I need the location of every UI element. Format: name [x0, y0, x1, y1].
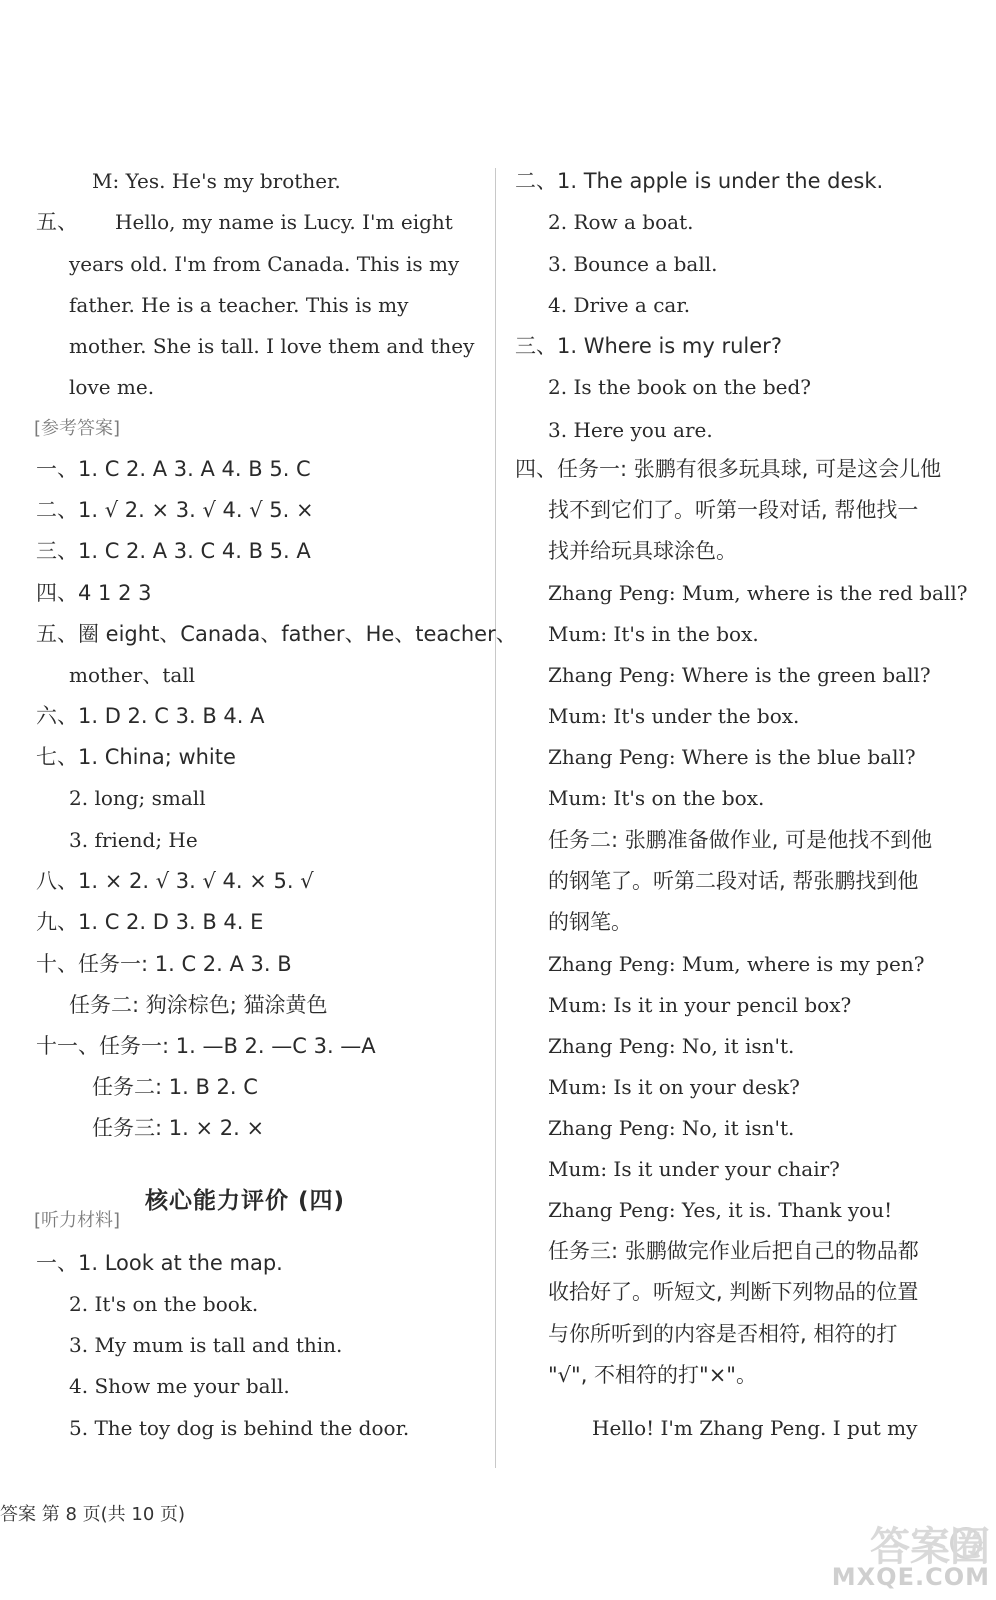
answer-line: 八、1. × 2. √ 3. √ 4. × 5. √: [36, 869, 314, 893]
dialogue-line: Zhang Peng: No, it isn't.: [548, 1034, 795, 1058]
passage-line: years old. I'm from Canada. This is my: [69, 252, 460, 276]
task-instruction: 找并给玩具球涂色。: [548, 539, 737, 563]
listening-line: 三、1. Where is my ruler?: [515, 334, 782, 358]
dialogue-line: Mum: Is it on your desk?: [548, 1075, 800, 1099]
dialogue-line: Zhang Peng: Where is the green ball?: [548, 663, 931, 687]
task-instruction: 任务二: 张鹏准备做作业, 可是他找不到他: [548, 828, 933, 852]
column-divider: [495, 168, 496, 1468]
listening-line: 3. Bounce a ball.: [548, 252, 718, 276]
listening-line: 2. Is the book on the bed?: [548, 375, 811, 399]
task-instruction: 四、任务一: 张鹏有很多玩具球, 可是这会儿他: [515, 457, 942, 481]
dialogue-line: Mum: Is it under your chair?: [548, 1157, 840, 1181]
passage-label: 五、: [36, 210, 78, 234]
task-instruction: "√", 不相符的打"×"。: [548, 1363, 757, 1387]
listening-line: 2. It's on the book.: [69, 1292, 259, 1316]
answer-line: 任务三: 1. × 2. ×: [92, 1116, 265, 1140]
dialogue-line: Zhang Peng: No, it isn't.: [548, 1116, 795, 1140]
answer-line: 七、1. China; white: [36, 745, 236, 769]
listening-line: 一、1. Look at the map.: [36, 1251, 283, 1275]
listening-line: 5. The toy dog is behind the door.: [69, 1416, 410, 1440]
answer-key-label: [参考答案]: [34, 418, 121, 439]
answer-line: 2. long; small: [69, 786, 206, 810]
dialogue-line: Mum: It's under the box.: [548, 704, 800, 728]
watermark-text: 答案圈: [870, 1524, 990, 1570]
answer-line: 十一、任务一: 1. —B 2. —C 3. —A: [36, 1034, 376, 1058]
watermark-logo: [805, 1515, 990, 1595]
answer-line: 四、4 1 2 3: [36, 581, 152, 605]
answer-line: 九、1. C 2. D 3. B 4. E: [36, 910, 264, 934]
answer-line: 三、1. C 2. A 3. C 4. B 5. A: [36, 539, 311, 563]
listening-line: 3. Here you are.: [548, 418, 713, 442]
section-heading: 核心能力评价 (四): [145, 1188, 346, 1214]
listening-line: 4. Drive a car.: [548, 293, 691, 317]
passage-line: love me.: [69, 375, 155, 399]
answer-line: mother、tall: [69, 663, 196, 687]
dialogue-line: Mum: It's on the box.: [548, 786, 765, 810]
task-instruction: 的钢笔。: [548, 910, 632, 934]
dialogue-line: Zhang Peng: Yes, it is. Thank you!: [548, 1198, 893, 1222]
listening-line: 二、1. The apple is under the desk.: [515, 169, 884, 193]
dialogue-line: Zhang Peng: Mum, where is my pen?: [548, 952, 925, 976]
passage-line: mother. She is tall. I love them and they: [69, 334, 475, 358]
task-instruction: 找不到它们了。听第一段对话, 帮他找一: [548, 498, 919, 522]
passage-line: Hello! I'm Zhang Peng. I put my: [592, 1416, 918, 1440]
answer-line: 任务二: 1. B 2. C: [92, 1075, 258, 1099]
task-instruction: 收拾好了。听短文, 判断下列物品的位置: [548, 1280, 919, 1304]
dialogue-line: Zhang Peng: Where is the blue ball?: [548, 745, 916, 769]
listening-line: 2. Row a boat.: [548, 210, 694, 234]
answer-line: 任务二: 狗涂棕色; 猫涂黄色: [69, 993, 328, 1017]
dialogue-line: Zhang Peng: Mum, where is the red ball?: [548, 581, 968, 605]
listening-line: 4. Show me your ball.: [69, 1374, 290, 1398]
answer-line: 五、圈 eight、Canada、father、He、teacher、: [36, 622, 517, 646]
answer-line: 3. friend; He: [69, 828, 198, 852]
dialogue-line: Mum: Is it in your pencil box?: [548, 993, 852, 1017]
task-instruction: 任务三: 张鹏做完作业后把自己的物品都: [548, 1239, 919, 1263]
task-instruction: 与你所听到的内容是否相符, 相符的打: [548, 1322, 898, 1346]
answer-line: 六、1. D 2. C 3. B 4. A: [36, 704, 265, 728]
task-instruction: 的钢笔了。听第二段对话, 帮张鹏找到他: [548, 869, 919, 893]
script-end-line: M: Yes. He's my brother.: [92, 169, 341, 193]
watermark-url: MXQE.COM: [831, 1563, 990, 1591]
answer-line: 十、任务一: 1. C 2. A 3. B: [36, 952, 292, 976]
passage-line: Hello, my name is Lucy. I'm eight: [115, 210, 453, 234]
dialogue-line: Mum: It's in the box.: [548, 622, 759, 646]
listening-line: 3. My mum is tall and thin.: [69, 1333, 343, 1357]
page-footer: 答案 第 8 页(共 10 页): [0, 1504, 186, 1525]
listening-label: [听力材料]: [34, 1210, 121, 1231]
passage-line: father. He is a teacher. This is my: [69, 293, 409, 317]
answer-line: 二、1. √ 2. × 3. √ 4. √ 5. ×: [36, 498, 314, 522]
answer-line: 一、1. C 2. A 3. A 4. B 5. C: [36, 457, 311, 481]
